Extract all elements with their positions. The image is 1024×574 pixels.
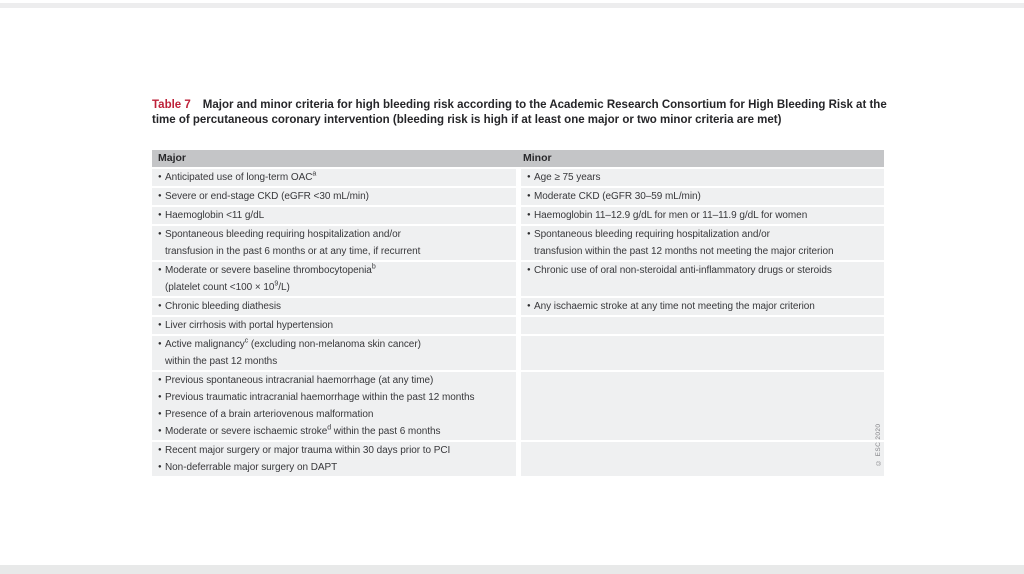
criterion-text <box>165 207 264 224</box>
criterion-segment: Previous traumatic intracranial haemorrhage within the past 12 months <box>165 392 475 403</box>
bullet-icon: ● <box>158 377 162 383</box>
bullet-icon: ● <box>158 303 162 309</box>
criterion-segment: transfusion within the past 12 months not meeting the major criterion <box>534 246 834 257</box>
table-row <box>152 442 884 476</box>
bullet-icon: ● <box>158 231 162 237</box>
bullet-icon: ● <box>158 394 162 400</box>
footnote-superscript: 9 <box>274 280 279 288</box>
criterion-line <box>165 442 450 459</box>
criterion-segment: Severe or end-stage CKD (eGFR <30 mL/min) <box>165 191 369 202</box>
criterion-line <box>165 243 420 260</box>
criterion-segment: Non-deferrable major surgery on DAPT <box>165 462 338 473</box>
table-row <box>152 169 884 186</box>
bottom-strip <box>0 565 1024 574</box>
table-caption: Major and minor criteria for high bleeding risk according to the Academic Research Consortium for High Bleeding Risk at the time of percutaneous coronary intervention (bleeding risk is high if at least one major or two minor criteria are met) <box>152 99 887 126</box>
bullet-icon: ● <box>158 174 162 180</box>
criterion-line <box>165 207 264 224</box>
criterion-item <box>521 169 884 186</box>
major-cell <box>152 207 516 224</box>
criterion-text <box>534 169 601 186</box>
criterion-line <box>165 389 475 406</box>
criterion-item <box>152 317 516 334</box>
criterion-line <box>165 188 369 205</box>
bullet-icon: ● <box>527 212 531 218</box>
criterion-segment: Any ischaemic stroke at any time not meeting the major criterion <box>534 301 815 312</box>
criterion-segment: (excluding non-melanoma skin cancer) <box>248 339 421 350</box>
criterion-line <box>534 298 815 315</box>
criterion-line <box>534 262 832 279</box>
criterion-text <box>165 442 450 459</box>
criterion-text <box>165 169 316 186</box>
criterion-item <box>521 207 884 224</box>
criterion-line <box>165 226 420 243</box>
criterion-text <box>534 207 807 224</box>
criterion-segment: Age ≥ 75 years <box>534 172 601 183</box>
criterion-line <box>165 169 316 186</box>
criterion-text <box>534 262 832 279</box>
criterion-item <box>521 226 884 260</box>
criterion-line <box>534 243 834 260</box>
major-cell <box>152 226 516 260</box>
criterion-segment: Moderate CKD (eGFR 30–59 mL/min) <box>534 191 701 202</box>
criterion-item <box>152 226 516 260</box>
criterion-segment: transfusion in the past 6 months or at any time, if recurrent <box>165 246 421 257</box>
criterion-item <box>521 188 884 205</box>
criterion-segment: (platelet count <100 × 10 <box>165 282 275 293</box>
criterion-segment: Chronic bleeding diathesis <box>165 301 281 312</box>
major-cell <box>152 262 516 296</box>
criterion-segment: Chronic use of oral non-steroidal anti-inflammatory drugs or steroids <box>534 265 832 276</box>
bullet-icon: ● <box>158 341 162 347</box>
criterion-segment: Presence of a brain arteriovenous malformation <box>165 409 374 420</box>
copyright-label: © ESC 2020 <box>875 423 882 466</box>
criterion-segment: Haemoglobin 11–12.9 g/dL for men or 11–11.9 g/dL for women <box>534 210 808 221</box>
bullet-icon: ● <box>158 193 162 199</box>
criterion-item <box>152 169 516 186</box>
bullet-icon: ● <box>527 231 531 237</box>
table-title <box>152 98 892 127</box>
criterion-text <box>165 262 376 296</box>
major-cell <box>152 317 516 334</box>
criterion-line <box>165 372 433 389</box>
criterion-text <box>534 226 834 260</box>
criterion-text <box>534 298 815 315</box>
criterion-item <box>521 298 884 315</box>
criterion-line <box>534 188 701 205</box>
table-row <box>152 226 884 260</box>
major-cell <box>152 442 516 476</box>
minor-cell <box>521 169 884 186</box>
criterion-segment: Spontaneous bleeding requiring hospitalization and/or <box>534 229 770 240</box>
major-cell <box>152 169 516 186</box>
bullet-icon: ● <box>158 267 162 273</box>
criterion-text <box>165 317 333 334</box>
footnote-superscript: a <box>312 170 317 178</box>
criterion-line <box>165 353 421 370</box>
criterion-item <box>152 372 516 389</box>
criterion-line <box>165 262 376 279</box>
criterion-line <box>165 279 376 296</box>
criterion-segment: Anticipated use of long-term OAC <box>165 172 313 183</box>
criterion-item <box>152 262 516 296</box>
minor-cell <box>521 442 884 476</box>
minor-cell <box>521 207 884 224</box>
bullet-icon: ● <box>527 193 531 199</box>
criteria-table <box>152 150 884 478</box>
criterion-item <box>152 442 516 459</box>
major-cell <box>152 188 516 205</box>
criterion-item <box>152 406 516 423</box>
criterion-line <box>534 169 601 186</box>
bullet-icon: ● <box>158 464 162 470</box>
top-strip <box>0 3 1024 8</box>
bullet-icon: ● <box>158 212 162 218</box>
minor-cell <box>521 298 884 315</box>
criterion-segment: Recent major surgery or major trauma within 30 days prior to PCI <box>165 445 451 456</box>
criterion-item <box>152 389 516 406</box>
criterion-segment: within the past 6 months <box>331 426 441 437</box>
criterion-text <box>165 336 421 370</box>
criterion-line <box>165 423 440 440</box>
criterion-text <box>165 459 337 476</box>
bullet-icon: ● <box>158 428 162 434</box>
table-row <box>152 188 884 205</box>
criterion-segment: Moderate or severe baseline thrombocytopenia <box>165 265 372 276</box>
criterion-segment: /L) <box>278 282 290 293</box>
minor-cell <box>521 226 884 260</box>
major-cell <box>152 336 516 370</box>
table-header-row <box>152 150 884 167</box>
criterion-line <box>165 317 333 334</box>
criterion-line <box>165 298 281 315</box>
criterion-text <box>165 389 475 406</box>
criterion-text <box>165 406 373 423</box>
criterion-line <box>165 336 421 353</box>
minor-cell <box>521 262 884 296</box>
bullet-icon: ● <box>527 174 531 180</box>
criterion-line <box>165 459 337 476</box>
table-body <box>152 169 884 476</box>
criterion-segment: Spontaneous bleeding requiring hospitalization and/or <box>165 229 401 240</box>
criterion-segment: Active malignancy <box>165 339 245 350</box>
criterion-text <box>165 188 369 205</box>
column-header-major: Major <box>158 152 187 164</box>
footnote-superscript: d <box>327 424 332 432</box>
footnote-superscript: c <box>244 337 249 345</box>
criterion-item <box>152 423 516 440</box>
footnote-superscript: b <box>371 263 376 271</box>
criterion-segment: within the past 12 months <box>165 356 278 367</box>
minor-cell <box>521 188 884 205</box>
criterion-segment: Haemoglobin <11 g/dL <box>165 210 265 221</box>
criterion-line <box>165 406 373 423</box>
major-cell <box>152 298 516 315</box>
major-cell <box>152 372 516 440</box>
minor-cell <box>521 336 884 370</box>
criterion-segment: Liver cirrhosis with portal hypertension <box>165 320 334 331</box>
criterion-line <box>534 207 807 224</box>
criterion-text <box>534 188 701 205</box>
criterion-item <box>152 188 516 205</box>
criterion-text <box>165 372 433 389</box>
table-row <box>152 207 884 224</box>
criterion-item <box>152 298 516 315</box>
bullet-icon: ● <box>158 411 162 417</box>
criterion-item <box>521 262 884 279</box>
bullet-icon: ● <box>527 267 531 273</box>
table-number-label: Table 7 <box>152 99 191 111</box>
bullet-icon: ● <box>158 447 162 453</box>
column-header-minor: Minor <box>523 152 552 164</box>
minor-cell <box>521 317 884 334</box>
table-row <box>152 336 884 370</box>
criterion-segment: Moderate or severe ischaemic stroke <box>165 426 328 437</box>
minor-cell <box>521 372 884 440</box>
criterion-text <box>165 226 420 260</box>
criterion-text <box>165 298 281 315</box>
criterion-line <box>534 226 834 243</box>
bullet-icon: ● <box>527 303 531 309</box>
table-row <box>152 372 884 440</box>
bullet-icon: ● <box>158 322 162 328</box>
criterion-text <box>165 423 440 440</box>
criterion-item <box>152 336 516 370</box>
criterion-item <box>152 207 516 224</box>
criterion-segment: Previous spontaneous intracranial haemorrhage (at any time) <box>165 375 434 386</box>
table-row <box>152 298 884 315</box>
table-row <box>152 317 884 334</box>
table-row <box>152 262 884 296</box>
criterion-item <box>152 459 516 476</box>
